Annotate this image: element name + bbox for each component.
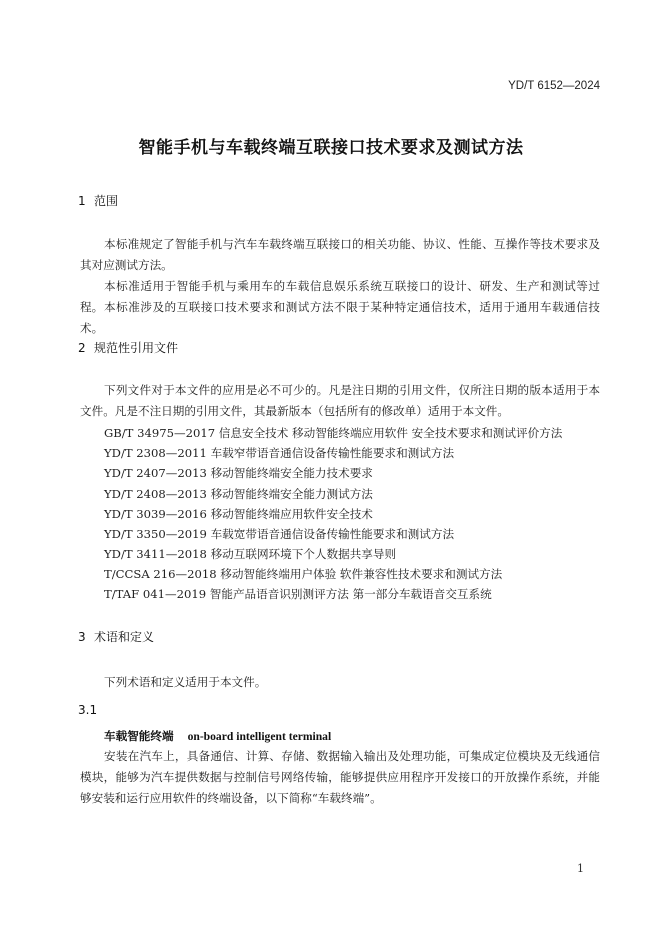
- reference-title: 移动智能终端安全能力测试方法: [210, 487, 373, 501]
- section-2-heading: [78, 339, 178, 356]
- scope-paragraph-2: 本标准适用于智能手机与乘用车的车载信息娱乐系统互联接口的设计、研发、生产和测试等过程。: [80, 279, 600, 314]
- term-definition: 安装在汽车上，具备通信、计算、存储、数据输入输出及处理功能，可集成定位模块及无线通信模块，能够为汽车提供数据与控制信号网络传输，能够提供应用程序开发接口的开放操作系统，并能够安装和运行应用软件的终端设备，以下简称“车载终端”。: [80, 749, 600, 805]
- reference-title: 移动智能终端用户体验 软件兼容性技术要求和测试方法: [220, 567, 503, 581]
- reference-item: [104, 506, 373, 522]
- section-number: 2: [78, 341, 86, 355]
- reference-item: [104, 546, 396, 562]
- section-number: 3: [78, 630, 86, 644]
- scope-paragraph-1: 本标准规定了智能手机与汽车车载终端互联接口的相关功能、协议、性能、互操作等技术要求及其对应测试方法。: [80, 237, 600, 272]
- reference-code: YD/T 3411—2018: [104, 547, 207, 561]
- section-title: 范围: [94, 194, 119, 208]
- section-1-heading: [78, 192, 118, 209]
- standard-code: YD/T 6152—2024: [508, 80, 600, 92]
- reference-title: 车载窄带语音通信设备传输性能要求和测试方法: [210, 446, 455, 460]
- reference-title: 车载宽带语音通信设备传输性能要求和测试方法: [210, 527, 455, 541]
- reference-code: YD/T 2407—2013: [104, 466, 207, 480]
- reference-item: [104, 586, 492, 602]
- references-intro: 下列文件对于本文件的应用是必不可少的。凡是注日期的引用文件，仅所注日期的版本适用于本文件。凡是不注日期的引用文件，其最新版本（包括所有的修改单）适用于本文件。: [80, 383, 600, 418]
- section-title: 术语和定义: [94, 630, 155, 644]
- scope-paragraph-3: 本标准涉及的互联接口技术要求和测试方法不限于某种特定通信技术，适用于通用车载通信技术。: [80, 300, 600, 335]
- reference-title: 移动互联网环境下个人数据共享导则: [210, 547, 397, 561]
- term-entry: [104, 728, 331, 744]
- reference-title: 移动智能终端应用软件安全技术: [210, 507, 373, 521]
- reference-code: T/CCSA 216—2018: [104, 567, 217, 581]
- reference-item: [104, 425, 562, 441]
- term-english: on-board intelligent terminal: [187, 730, 332, 743]
- document-title: 智能手机与车载终端互联接口技术要求及测试方法: [138, 138, 524, 158]
- reference-code: GB/T 34975—2017: [104, 426, 216, 440]
- section-title: 规范性引用文件: [94, 341, 179, 355]
- reference-item: [104, 486, 373, 502]
- reference-item: [104, 445, 454, 461]
- reference-item: [104, 566, 502, 582]
- terms-intro: 下列术语和定义适用于本文件。: [104, 675, 267, 689]
- reference-item: [104, 526, 454, 542]
- reference-title: 移动智能终端安全能力技术要求: [210, 466, 373, 480]
- reference-code: YD/T 2408—2013: [104, 487, 207, 501]
- reference-code: YD/T 3350—2019: [104, 527, 207, 541]
- reference-code: T/TAF 041—2019: [104, 587, 207, 601]
- reference-code: YD/T 3039—2016: [104, 507, 207, 521]
- reference-title: 信息安全技术 移动智能终端应用软件 安全技术要求和测试评价方法: [218, 426, 563, 440]
- reference-item: [104, 465, 373, 481]
- section-number: 1: [78, 194, 86, 208]
- section-3-heading: [78, 628, 154, 645]
- term-chinese: 车载智能终端: [104, 729, 174, 743]
- reference-code: YD/T 2308—2011: [104, 446, 207, 460]
- page-number: 1: [577, 862, 584, 875]
- reference-title: 智能产品语音识别测评方法 第一部分车载语音交互系统: [209, 587, 492, 601]
- subsection-number: 3.1: [78, 703, 98, 717]
